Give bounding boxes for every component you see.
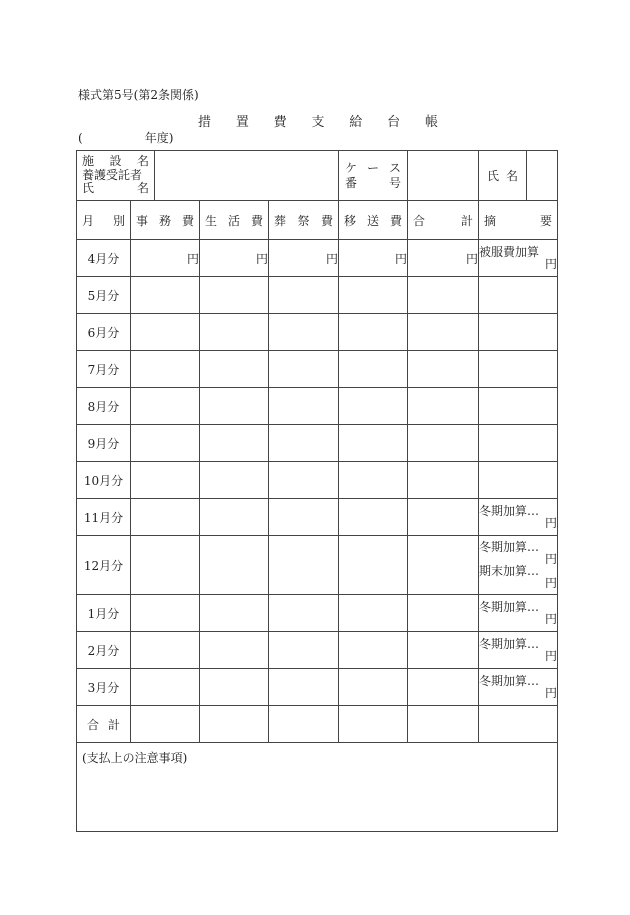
title-char: 給 [349,115,363,130]
month-row [77,595,558,632]
total-living-cell[interactable] [200,706,269,743]
office-expense-cell[interactable] [131,595,200,632]
header-living-expense: 生 活 費 [200,201,269,240]
month-label: 9月分 [77,425,131,462]
header-row [77,201,558,240]
memo-item-label: 冬期加算… [479,674,540,688]
case-label-char: ス [389,160,402,175]
living-expense-cell[interactable] [200,632,269,669]
yen-unit: 円 [187,251,200,266]
total-cell[interactable] [408,595,479,632]
month-row [77,669,558,706]
facility-value-cell[interactable] [155,151,339,201]
memo-cell[interactable] [479,595,558,632]
form-code: 様式第5号(第2条関係) [78,88,199,102]
total-cell[interactable] [408,499,479,536]
funeral-expense-cell[interactable] [269,351,339,388]
total-cell[interactable] [408,669,479,706]
living-expense-cell[interactable] [200,536,269,595]
memo-item-label: 被服費加算 [479,245,540,259]
office-expense-cell[interactable] [131,669,200,706]
memo-cell[interactable] [479,277,558,314]
month-label: 2月分 [77,632,131,669]
title-char: 支 [311,115,325,130]
total-cell[interactable] [408,351,479,388]
office-expense-cell[interactable] [131,536,200,595]
memo-cell[interactable] [479,240,558,277]
total-memo-cell[interactable] [479,706,558,743]
funeral-expense-cell[interactable] [269,669,339,706]
ledger-table [76,150,558,832]
header-total: 合 計 [408,201,479,240]
month-row [77,351,558,388]
office-expense-cell[interactable] [131,240,200,277]
transport-expense-cell[interactable] [339,277,408,314]
person-label-char: 氏 [487,169,500,183]
month-label: 7月分 [77,351,131,388]
total-row [77,706,558,743]
total-cell[interactable] [408,425,479,462]
office-expense-cell[interactable] [131,462,200,499]
month-row [77,536,558,595]
consignee-label: 養護受託者 [82,167,143,182]
memo-yen-unit: 円 [545,576,558,590]
memo-yen-unit: 円 [545,612,558,626]
header-transport-expense: 移 送 費 [339,201,408,240]
year-close: 年度) [144,131,174,145]
case-label-char: ケ [345,160,358,175]
note-row [77,743,558,832]
total-cell[interactable] [408,462,479,499]
name-label-char: 氏 [82,181,95,196]
month-label: 10月分 [77,462,131,499]
total-cell[interactable] [408,240,479,277]
title-char: 措 [198,115,212,130]
person-name-cell [479,151,558,201]
transport-expense-cell[interactable] [339,351,408,388]
month-label: 3月分 [77,669,131,706]
month-label: 1月分 [77,595,131,632]
month-label: 4月分 [77,240,131,277]
memo-yen-unit: 円 [545,686,558,700]
total-cell[interactable] [408,632,479,669]
payment-notes-label: (支払上の注意事項) [82,751,188,765]
month-label: 12月分 [77,536,131,595]
funeral-expense-cell[interactable] [269,425,339,462]
case-label-char: 番 [345,175,358,190]
person-name-value[interactable] [527,151,557,200]
memo-item-label: 冬期加算… [479,637,540,651]
memo-cell[interactable] [479,499,558,536]
facility-label-char: 名 [137,154,150,169]
month-row [77,632,558,669]
transport-expense-cell[interactable] [339,425,408,462]
office-expense-cell[interactable] [131,632,200,669]
total-cell[interactable] [408,388,479,425]
office-expense-cell[interactable] [131,388,200,425]
page-title [198,111,438,130]
transport-expense-cell[interactable] [339,669,408,706]
funeral-expense-cell[interactable] [269,499,339,536]
month-label: 11月分 [77,499,131,536]
total-transport-cell[interactable] [339,706,408,743]
office-expense-cell[interactable] [131,425,200,462]
living-expense-cell[interactable] [200,462,269,499]
funeral-expense-cell[interactable] [269,240,339,277]
month-row [77,240,558,277]
total-cell[interactable] [408,277,479,314]
title-char: 台 [387,115,401,130]
memo-item-label: 冬期加算… [479,504,540,518]
facility-label-char: 設 [109,154,122,169]
funeral-expense-cell[interactable] [269,314,339,351]
month-row [77,388,558,425]
month-rows [77,240,558,706]
memo-cell[interactable] [479,314,558,351]
yen-unit: 円 [395,251,408,266]
office-expense-cell[interactable] [131,499,200,536]
transport-expense-cell[interactable] [339,462,408,499]
payment-notes-cell[interactable] [77,743,558,832]
month-label: 8月分 [77,388,131,425]
total-row-label: 合 計 [77,706,131,743]
memo-yen-unit: 円 [545,649,558,663]
memo-cell[interactable] [479,425,558,462]
living-expense-cell[interactable] [200,499,269,536]
total-cell[interactable] [408,536,479,595]
funeral-expense-cell[interactable] [269,277,339,314]
funeral-expense-cell[interactable] [269,595,339,632]
title-char: 費 [273,115,287,130]
living-expense-cell[interactable] [200,314,269,351]
memo-item-label: 冬期加算… [479,600,540,614]
total-office-cell[interactable] [131,706,200,743]
yen-unit: 円 [326,251,339,266]
year-open: ( [78,131,83,145]
header-funeral-expense: 葬 祭 費 [269,201,339,240]
funeral-expense-cell[interactable] [269,388,339,425]
transport-expense-cell[interactable] [339,388,408,425]
memo-yen-unit: 円 [545,516,558,530]
yen-unit: 円 [256,251,269,266]
case-number-value-cell[interactable] [408,151,479,201]
total-sum-cell[interactable] [408,706,479,743]
month-row [77,499,558,536]
month-label: 5月分 [77,277,131,314]
facility-label-char: 施 [82,154,95,169]
month-row [77,462,558,499]
living-expense-cell[interactable] [200,388,269,425]
funeral-expense-cell[interactable] [269,462,339,499]
living-expense-cell[interactable] [200,351,269,388]
office-expense-cell[interactable] [131,351,200,388]
transport-expense-cell[interactable] [339,240,408,277]
month-label: 6月分 [77,314,131,351]
memo-cell[interactable] [479,351,558,388]
facility-label-cell [77,151,155,201]
memo-cell[interactable] [479,462,558,499]
case-number-label-cell [339,151,408,201]
memo-item-label: 冬期加算… [479,540,540,554]
office-expense-cell[interactable] [131,277,200,314]
living-expense-cell[interactable] [200,669,269,706]
memo-item-label: 期末加算… [479,564,540,578]
total-cell[interactable] [408,314,479,351]
transport-expense-cell[interactable] [339,632,408,669]
transport-expense-cell[interactable] [339,595,408,632]
header-office-expense: 事 務 費 [131,201,200,240]
memo-cell[interactable] [479,632,558,669]
transport-expense-cell[interactable] [339,314,408,351]
living-expense-cell[interactable] [200,240,269,277]
title-char: 帳 [424,115,438,130]
living-expense-cell[interactable] [200,277,269,314]
header-month: 月 別 [77,201,131,240]
memo-yen-unit: 円 [545,552,558,566]
month-row [77,314,558,351]
transport-expense-cell[interactable] [339,499,408,536]
transport-expense-cell[interactable] [339,536,408,595]
funeral-expense-cell[interactable] [269,632,339,669]
header-memo: 摘 要 [479,201,558,240]
case-label-char: ー [367,160,380,175]
month-row [77,425,558,462]
living-expense-cell[interactable] [200,595,269,632]
title-char: 置 [235,115,249,130]
case-label-char: 号 [389,175,402,190]
info-row [77,151,558,201]
fiscal-year-field [78,129,173,146]
memo-cell[interactable] [479,669,558,706]
office-expense-cell[interactable] [131,314,200,351]
funeral-expense-cell[interactable] [269,536,339,595]
person-label-char: 名 [506,169,519,183]
yen-unit: 円 [466,251,479,266]
living-expense-cell[interactable] [200,425,269,462]
memo-cell[interactable] [479,536,558,595]
total-funeral-cell[interactable] [269,706,339,743]
memo-cell[interactable] [479,388,558,425]
month-row [77,277,558,314]
memo-yen-unit: 円 [545,257,558,271]
name-label-char: 名 [137,181,150,196]
